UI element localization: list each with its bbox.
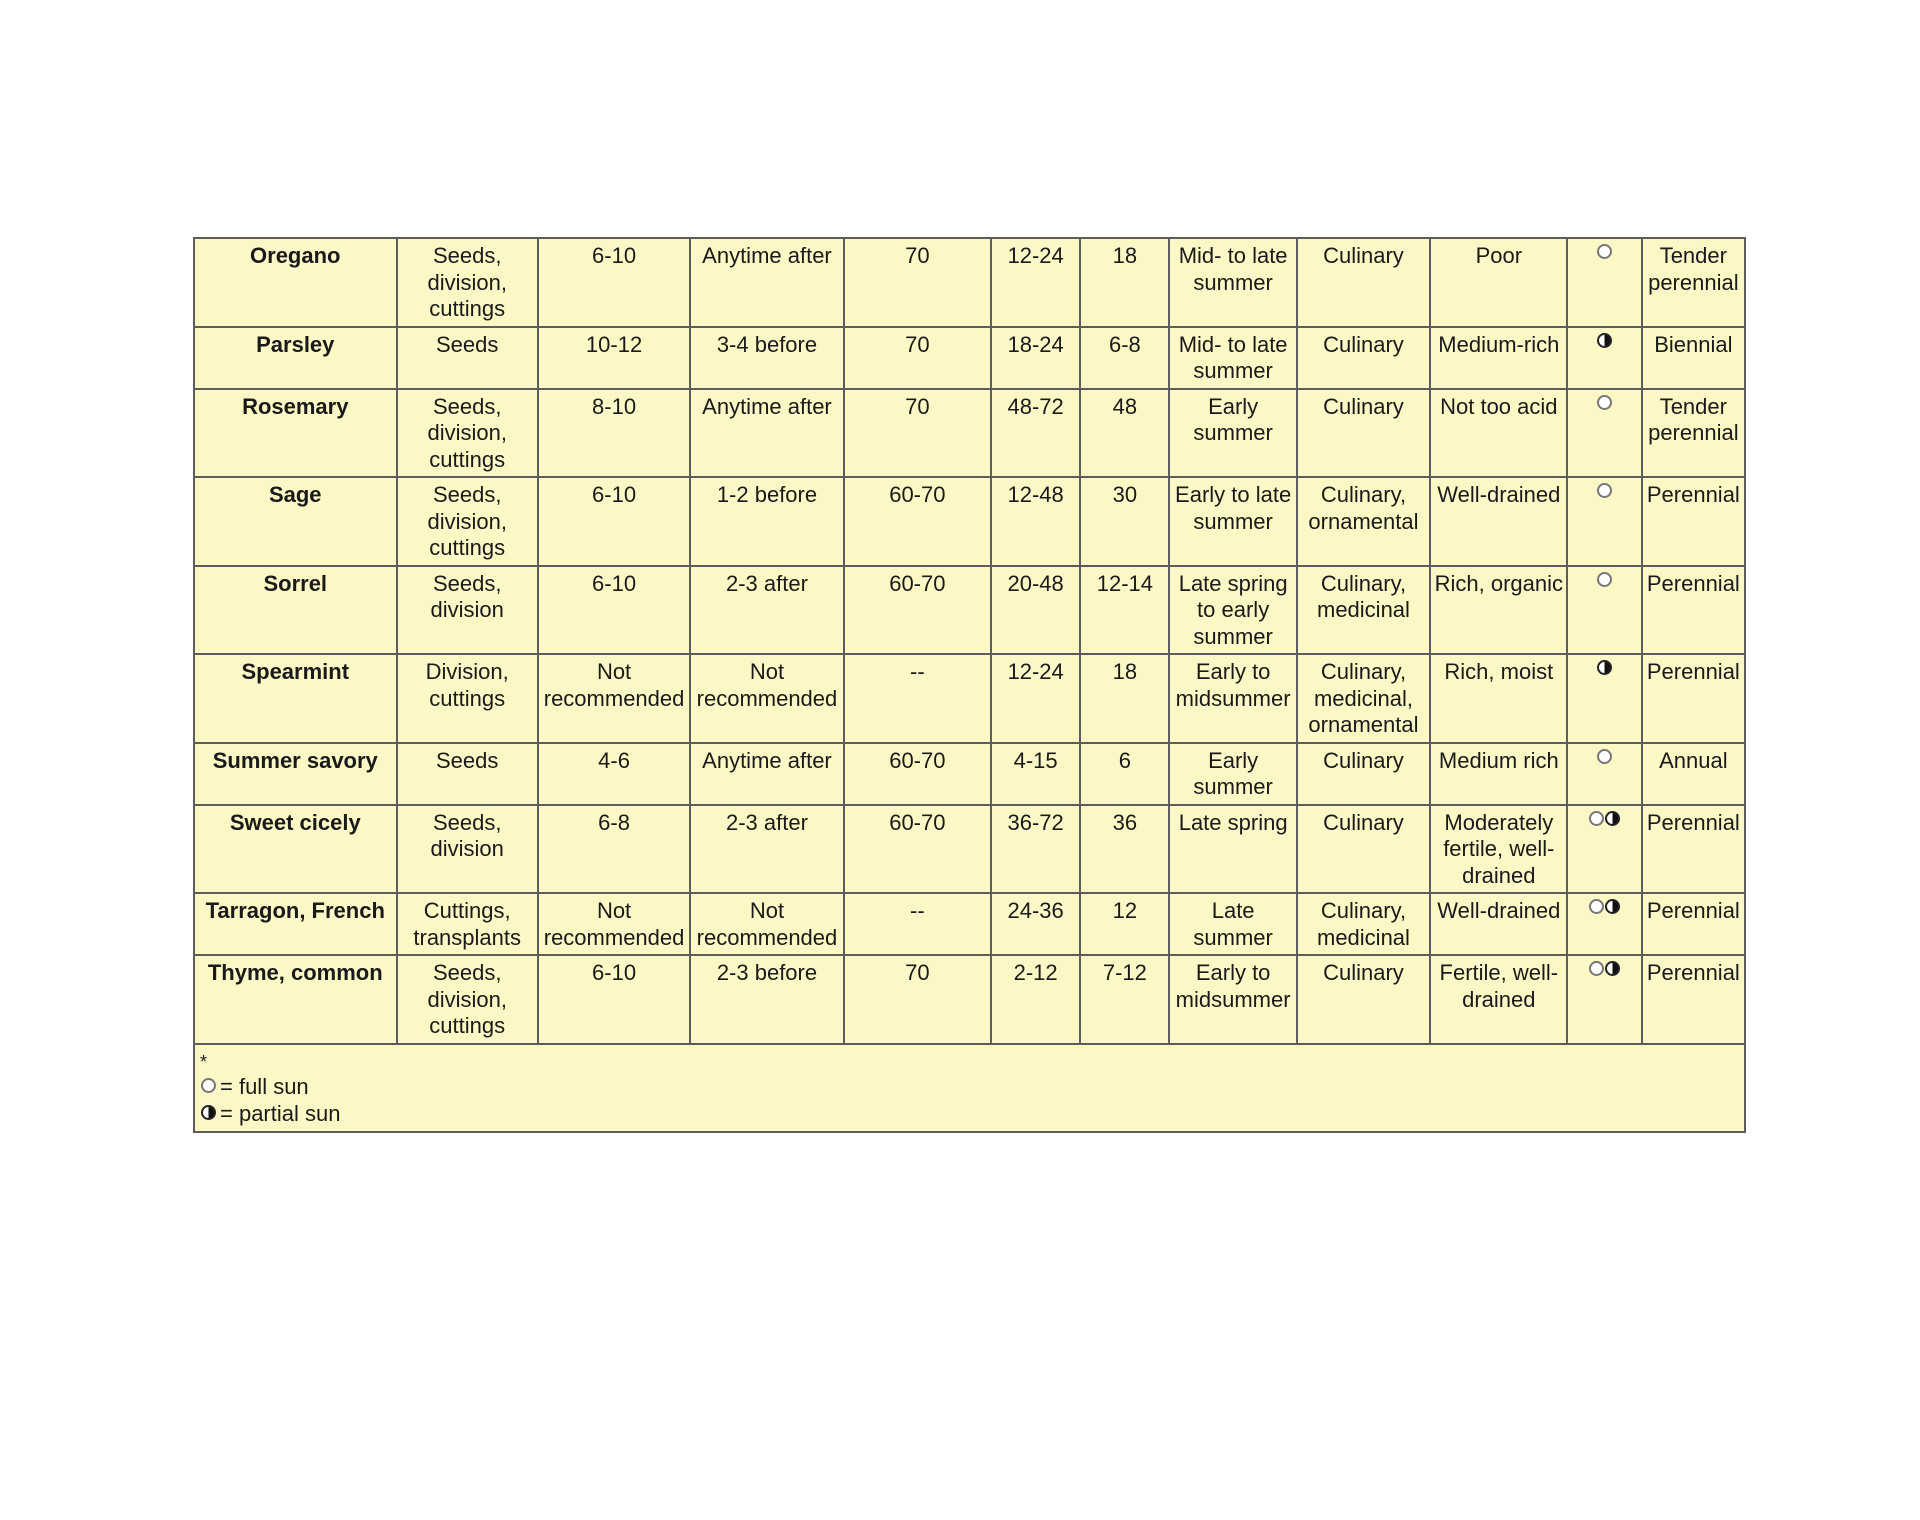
column-6-cell: 12-48 [991, 477, 1080, 566]
column-4-cell: Not recommended [690, 893, 843, 955]
column-5-cell: -- [844, 893, 991, 955]
habit-cell: Perennial [1642, 654, 1745, 743]
column-4-cell: Not recommended [690, 654, 843, 743]
propagation-cell: Cuttings, transplants [397, 893, 538, 955]
table-row [194, 238, 1745, 327]
column-7-cell: 36 [1080, 805, 1169, 894]
column-6-cell: 36-72 [991, 805, 1080, 894]
bloom-time-cell: Late spring [1169, 805, 1296, 894]
herb-name-cell: Rosemary [194, 389, 397, 478]
herb-name-cell: Sweet cicely [194, 805, 397, 894]
column-6-cell: 24-36 [991, 893, 1080, 955]
sun-cell [1567, 893, 1641, 955]
partial-sun-icon [201, 1105, 216, 1120]
column-4-cell: 2-3 after [690, 566, 843, 655]
use-cell: Culinary [1297, 743, 1430, 805]
partial-sun-icon [1597, 333, 1612, 348]
propagation-cell: Division, cuttings [397, 654, 538, 743]
column-7-cell: 12 [1080, 893, 1169, 955]
sun-cell [1567, 238, 1641, 327]
column-5-cell: 60-70 [844, 566, 991, 655]
table-row [194, 566, 1745, 655]
column-3-cell: 10-12 [538, 327, 690, 389]
full-sun-icon [1589, 811, 1604, 826]
soil-cell: Rich, organic [1430, 566, 1567, 655]
column-7-cell: 6 [1080, 743, 1169, 805]
propagation-cell: Seeds, division, cuttings [397, 955, 538, 1044]
partial-sun-icon [1605, 811, 1620, 826]
full-sun-icon [1597, 395, 1612, 410]
sun-cell [1567, 327, 1641, 389]
column-5-cell: 70 [844, 238, 991, 327]
column-6-cell: 12-24 [991, 654, 1080, 743]
column-3-cell: 6-10 [538, 566, 690, 655]
habit-cell: Perennial [1642, 566, 1745, 655]
column-3-cell: 6-10 [538, 955, 690, 1044]
legend-row [194, 1044, 1745, 1132]
column-3-cell: 8-10 [538, 389, 690, 478]
column-5-cell: 60-70 [844, 805, 991, 894]
column-6-cell: 20-48 [991, 566, 1080, 655]
soil-cell: Poor [1430, 238, 1567, 327]
legend-partial-sun-label: = partial sun [220, 1100, 341, 1126]
propagation-cell: Seeds, division [397, 805, 538, 894]
partial-sun-icon [1597, 660, 1612, 675]
legend-asterisk: * [200, 1051, 208, 1072]
column-3-cell: 6-10 [538, 477, 690, 566]
propagation-cell: Seeds, division, cuttings [397, 238, 538, 327]
soil-cell: Well-drained [1430, 477, 1567, 566]
habit-cell: Tender perennial [1642, 389, 1745, 478]
column-7-cell: 30 [1080, 477, 1169, 566]
herb-name-cell: Thyme, common [194, 955, 397, 1044]
table-row [194, 389, 1745, 478]
habit-cell: Biennial [1642, 327, 1745, 389]
bloom-time-cell: Early to midsummer [1169, 654, 1296, 743]
column-3-cell: Not recommended [538, 654, 690, 743]
full-sun-icon [1597, 749, 1612, 764]
sun-cell [1567, 566, 1641, 655]
full-sun-icon [1597, 483, 1612, 498]
sun-cell [1567, 654, 1641, 743]
table-row [194, 654, 1745, 743]
column-4-cell: 2-3 after [690, 805, 843, 894]
table-row [194, 893, 1745, 955]
column-5-cell: -- [844, 654, 991, 743]
column-5-cell: 70 [844, 389, 991, 478]
propagation-cell: Seeds [397, 327, 538, 389]
herb-growing-table [193, 237, 1746, 1133]
use-cell: Culinary, medicinal [1297, 893, 1430, 955]
legend-full-sun [200, 1073, 1739, 1100]
habit-cell: Annual [1642, 743, 1745, 805]
column-3-cell: Not recommended [538, 893, 690, 955]
column-4-cell: Anytime after [690, 238, 843, 327]
herb-name-cell: Tarragon, French [194, 893, 397, 955]
sun-cell [1567, 389, 1641, 478]
sun-cell [1567, 805, 1641, 894]
column-3-cell: 6-10 [538, 238, 690, 327]
propagation-cell: Seeds, division [397, 566, 538, 655]
column-7-cell: 6-8 [1080, 327, 1169, 389]
soil-cell: Not too acid [1430, 389, 1567, 478]
column-3-cell: 4-6 [538, 743, 690, 805]
table-body [194, 238, 1745, 1044]
column-3-cell: 6-8 [538, 805, 690, 894]
sun-cell [1567, 955, 1641, 1044]
column-7-cell: 48 [1080, 389, 1169, 478]
soil-cell: Medium-rich [1430, 327, 1567, 389]
column-4-cell: 3-4 before [690, 327, 843, 389]
use-cell: Culinary [1297, 805, 1430, 894]
herb-name-cell: Sorrel [194, 566, 397, 655]
bloom-time-cell: Early to late summer [1169, 477, 1296, 566]
column-5-cell: 60-70 [844, 477, 991, 566]
column-4-cell: Anytime after [690, 743, 843, 805]
full-sun-icon [201, 1078, 216, 1093]
herb-name-cell: Spearmint [194, 654, 397, 743]
column-7-cell: 18 [1080, 654, 1169, 743]
column-7-cell: 12-14 [1080, 566, 1169, 655]
use-cell: Culinary [1297, 327, 1430, 389]
legend-partial-sun [200, 1100, 1739, 1127]
bloom-time-cell: Early to midsummer [1169, 955, 1296, 1044]
soil-cell: Moderately fertile, well-drained [1430, 805, 1567, 894]
propagation-cell: Seeds, division, cuttings [397, 389, 538, 478]
bloom-time-cell: Late spring to early summer [1169, 566, 1296, 655]
use-cell: Culinary, medicinal [1297, 566, 1430, 655]
use-cell: Culinary, ornamental [1297, 477, 1430, 566]
bloom-time-cell: Early summer [1169, 743, 1296, 805]
soil-cell: Medium rich [1430, 743, 1567, 805]
column-4-cell: 2-3 before [690, 955, 843, 1044]
herb-name-cell: Parsley [194, 327, 397, 389]
table-row [194, 327, 1745, 389]
column-7-cell: 18 [1080, 238, 1169, 327]
column-5-cell: 60-70 [844, 743, 991, 805]
use-cell: Culinary [1297, 238, 1430, 327]
sun-cell [1567, 477, 1641, 566]
habit-cell: Perennial [1642, 955, 1745, 1044]
habit-cell: Perennial [1642, 893, 1745, 955]
soil-cell: Rich, moist [1430, 654, 1567, 743]
table-row [194, 743, 1745, 805]
column-5-cell: 70 [844, 327, 991, 389]
full-sun-icon [1597, 572, 1612, 587]
table-row [194, 477, 1745, 566]
partial-sun-icon [1605, 961, 1620, 976]
table-row [194, 955, 1745, 1044]
propagation-cell: Seeds [397, 743, 538, 805]
column-6-cell: 48-72 [991, 389, 1080, 478]
column-4-cell: 1-2 before [690, 477, 843, 566]
habit-cell: Tender perennial [1642, 238, 1745, 327]
habit-cell: Perennial [1642, 477, 1745, 566]
bloom-time-cell: Mid- to late summer [1169, 327, 1296, 389]
use-cell: Culinary [1297, 389, 1430, 478]
full-sun-icon [1597, 244, 1612, 259]
full-sun-icon [1589, 899, 1604, 914]
column-6-cell: 18-24 [991, 327, 1080, 389]
full-sun-icon [1589, 961, 1604, 976]
herb-name-cell: Summer savory [194, 743, 397, 805]
bloom-time-cell: Early summer [1169, 389, 1296, 478]
use-cell: Culinary, medicinal, ornamental [1297, 654, 1430, 743]
habit-cell: Perennial [1642, 805, 1745, 894]
column-6-cell: 4-15 [991, 743, 1080, 805]
column-6-cell: 12-24 [991, 238, 1080, 327]
bloom-time-cell: Late summer [1169, 893, 1296, 955]
legend-cell [194, 1044, 1745, 1132]
sun-cell [1567, 743, 1641, 805]
column-4-cell: Anytime after [690, 389, 843, 478]
herb-name-cell: Sage [194, 477, 397, 566]
use-cell: Culinary [1297, 955, 1430, 1044]
column-6-cell: 2-12 [991, 955, 1080, 1044]
partial-sun-icon [1605, 899, 1620, 914]
propagation-cell: Seeds, division, cuttings [397, 477, 538, 566]
bloom-time-cell: Mid- to late summer [1169, 238, 1296, 327]
column-7-cell: 7-12 [1080, 955, 1169, 1044]
legend-full-sun-label: = full sun [220, 1073, 309, 1099]
soil-cell: Fertile, well-drained [1430, 955, 1567, 1044]
column-5-cell: 70 [844, 955, 991, 1044]
table-row [194, 805, 1745, 894]
herb-name-cell: Oregano [194, 238, 397, 327]
soil-cell: Well-drained [1430, 893, 1567, 955]
